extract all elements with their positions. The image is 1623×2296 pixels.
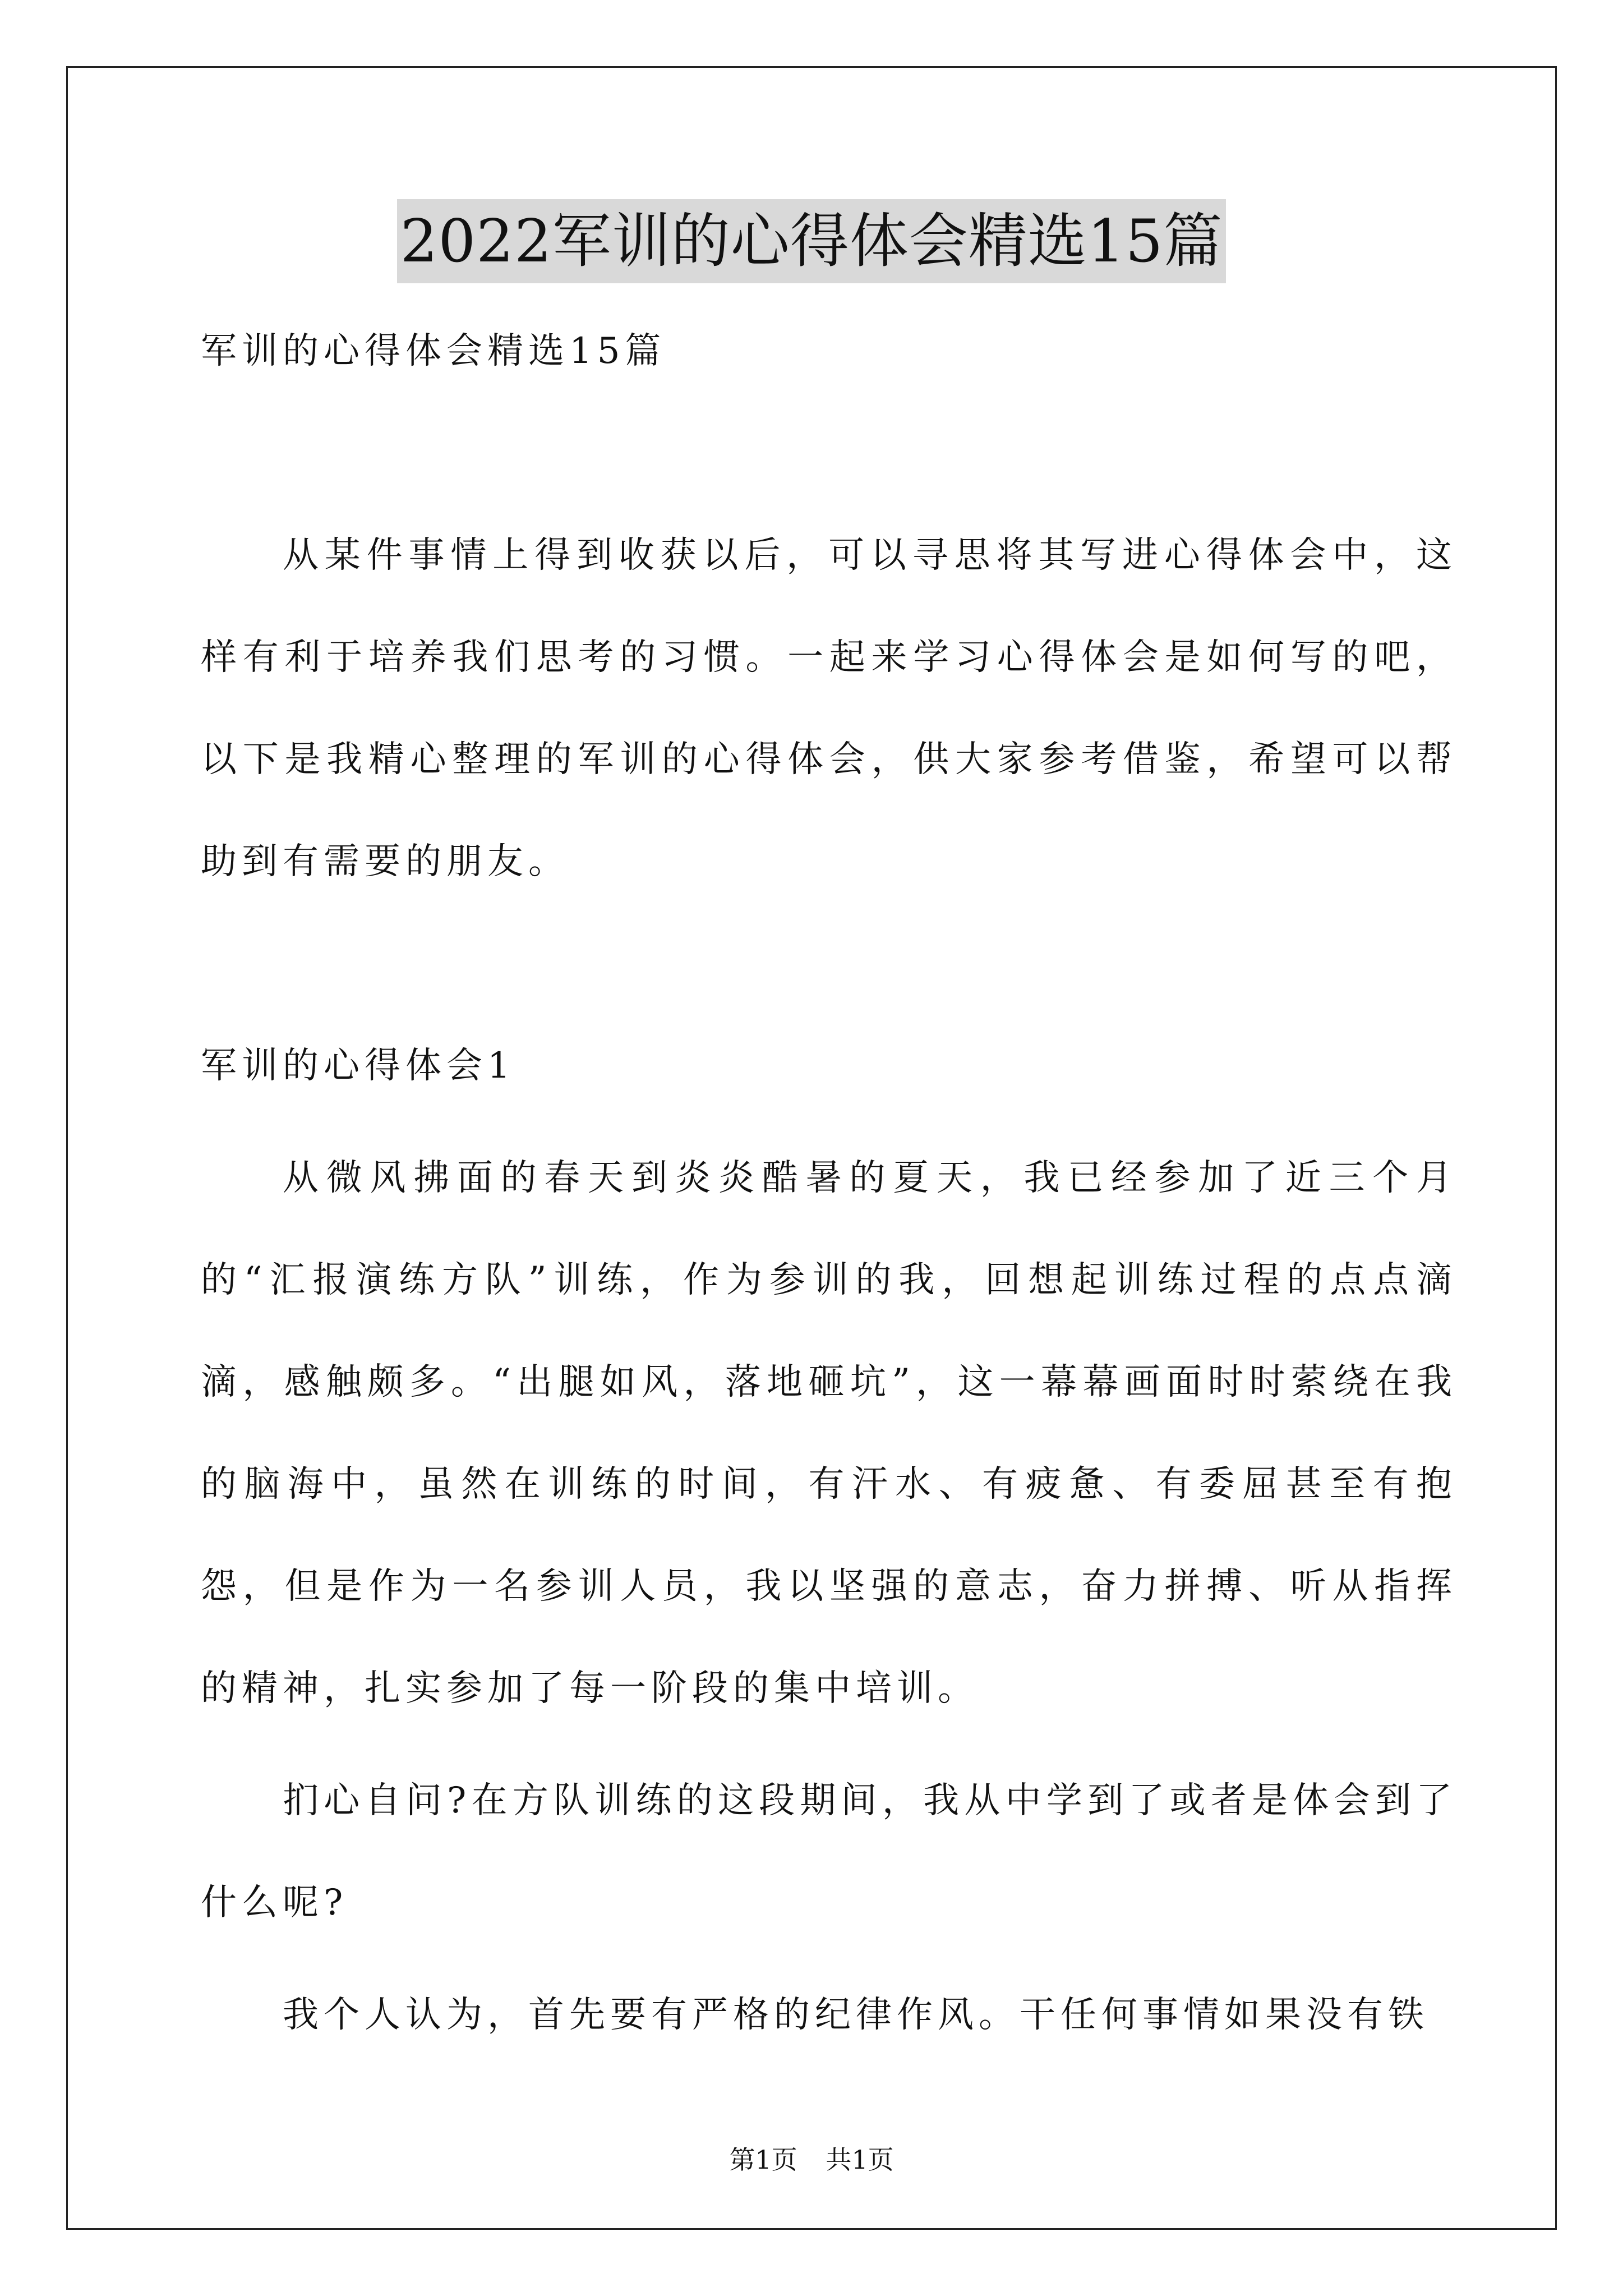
spacer [201, 913, 1457, 1015]
page-footer [0, 2143, 1623, 2177]
spacer [201, 1740, 1457, 1750]
document-title: 2022军训的心得体会精选15篇 [397, 199, 1227, 283]
intro-paragraph: 从某件事情上得到收获以后，可以寻思将其写进心得体会中，这样有利于培养我们思考的习惯。一起来学习心得体会是如何写的吧，以下是我精心整理的军训的心得体会，供大家参考借鉴，希望可以帮助到有需要的朋友。 [201, 535, 1457, 882]
spacer [201, 1954, 1457, 1964]
document-body [201, 300, 1457, 2066]
title-container [0, 199, 1623, 283]
body-paragraph-1: 从微风拂面的春天到炎炎酷暑的夏天，我已经参加了近三个月的“汇报演练方队”训练，作为参训的我，回想起训练过程的点点滴滴，感触颇多。“出腿如风，落地砸坑”，这一幕幕画面时时萦绕在我的脑海中，虽然在训练的时间，有汗水、有疲惫、有委屈甚至有抱怨，但是作为一名参训人员，我以坚强的意志，奋力拼搏、听从指挥的精神，扎实参加了每一阶段的集中培训。 [201, 1157, 1457, 1709]
section-heading: 军训的心得体会1 [201, 1045, 515, 1087]
page-total: 共1页 [826, 2145, 894, 2175]
spacer [201, 402, 1457, 504]
body-paragraph-2: 扪心自问?在方队训练的这段期间，我从中学到了或者是体会到了什么呢? [201, 1780, 1457, 1924]
spacer [201, 1117, 1457, 1127]
page-number: 第1页 [729, 2145, 797, 2175]
document-subtitle: 军训的心得体会精选15篇 [201, 330, 666, 372]
body-paragraph-3: 我个人认为，首先要有严格的纪律作风。干任何事情如果没有铁 [283, 1994, 1429, 2036]
